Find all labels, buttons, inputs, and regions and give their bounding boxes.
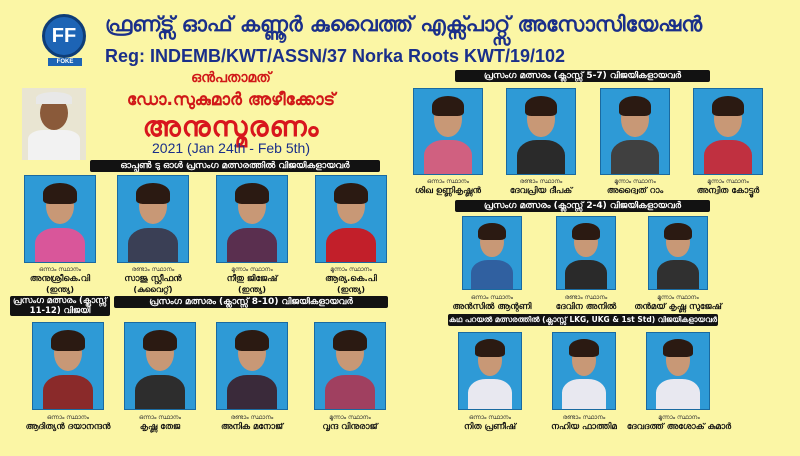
winner-rank: ഒന്നാം സ്ഥാനം [470,294,513,301]
winner-name: വൃന്ദ വിനുരാജ് [322,422,378,432]
winner-name: ആര്യ.കെ.പി [325,274,377,284]
logo-subtitle: FOKE [48,58,82,66]
section-title-class-11-12: പ്രസംഗ മത്സരം (ക്ലാസ്സ് 11-12) വിജയി [10,296,110,316]
winner-photo [124,322,196,410]
winner-name: കൃഷ്ണ തേജ [139,422,181,432]
winner-name: നിത പ്രണീഷ് [464,422,516,432]
winner-rank: ഒന്നാം സ്ഥാനം [426,178,469,185]
winner-name: അനുശ്രീകെ.വി [29,274,91,284]
section-title-class-8-10: പ്രസംഗ മത്സരം (ക്ലാസ്സ് 8-10) വിജയികളായവർ [114,296,388,308]
winner-country: (ഇന്ത്യ) [337,285,365,294]
winner-rank: രണ്ടാം സ്ഥാനം [230,414,274,421]
winner-rank: രണ്ടാം സ്ഥാനം [564,294,608,301]
winner-rank: മൂന്നാം സ്ഥാനം [707,178,749,185]
winner-name: ദേവദത്ത് അശോക് കുമാർ [626,422,732,432]
winner-photo [314,322,386,410]
winner-name: അദ്വൈത് റാം [606,186,664,196]
org-logo [42,14,86,58]
winner-rank: രണ്ടാം സ്ഥാനം [562,414,606,421]
winner-photo [462,216,522,290]
winner-name: ദേവിന അനിൽ [555,302,617,312]
winner-rank: മൂന്നാം സ്ഥാനം [330,266,372,273]
event-edition: ഒൻപതാമത് [191,70,271,86]
winner-country: (ഇന്ത്യ) [46,285,74,294]
winner-rank: ഒന്നാം സ്ഥാനം [38,266,81,273]
section-title-story-telling: കഥ പറയൽ മത്സരത്തിൽ (ക്ലാസ്സ് LKG, UKG & 1st Std) വിജയികളായവർ [448,315,718,324]
winner-photo [413,88,483,175]
winner-rank: മൂന്നാം സ്ഥാനം [231,266,273,273]
winner-name: അൻസിൽ ആന്റണി [452,302,532,312]
winner-photo [693,88,763,175]
winner-name: ആദിത്യൻ ദയാനന്ദൻ [25,422,111,432]
winner-photo [216,322,288,410]
winner-country: (ഇന്ത്യ) [238,285,266,294]
winner-rank: രണ്ടാം സ്ഥാനം [519,178,563,185]
winner-photo [315,175,387,263]
winner-rank: മൂന്നാം സ്ഥാനം [329,414,371,421]
winner-name: അനിക മനോജ് [220,422,283,432]
winner-photo [117,175,189,263]
winner-rank: മൂന്നാം സ്ഥാനം [614,178,656,185]
event-person: ഡോ.സുകുമാർ അഴീക്കോട് [126,90,336,110]
winner-photo [216,175,288,263]
winner-name: നീതു ജിജേഷ് [226,274,278,284]
org-name: ഫ്രണ്ട്സ് ഓഫ് കണ്ണൂർ കുവൈത്ത് എക്സ്പാറ്റ്സ് അസോസിയേഷൻ [105,12,703,36]
section-title-class-5-7: പ്രസംഗ മത്സരം (ക്ലാസ്സ് 5-7) വിജയികളായവർ [455,70,710,82]
event-title: അനുസ്മരണം [142,110,320,143]
winner-rank: മൂന്നാം സ്ഥാനം [657,294,699,301]
logo-text: FF [51,24,77,47]
winner-photo [648,216,708,290]
winner-photo [32,322,104,410]
section-title-class-2-4: പ്രസംഗ മത്സരം (ക്ലാസ്സ് 2-4) വിജയികളായവർ [455,200,710,212]
winner-country: (കുവൈറ്റ്) [133,285,173,294]
section-title-open: ഓപ്പൺ ടു ഓൾ പ്രസംഗ മത്സരത്തിൽ വിജയികളായവർ [90,160,380,172]
winner-name: അന്വിത കോട്ടൂർ [696,186,760,196]
winner-name: നഹിയ ഫാത്തിമ [551,422,617,432]
winner-rank: മൂന്നാം സ്ഥാനം [658,414,700,421]
winner-rank: ഒന്നാം സ്ഥാനം [468,414,511,421]
registration-number: Reg: INDEMB/KWT/ASSN/37 Norka Roots KWT/19/102 [105,46,566,66]
winner-name: ശിഖ ഉണ്ണികൃഷ്ണൻ [415,186,481,196]
winner-photo [552,332,616,410]
memorial-portrait [22,88,86,160]
winner-rank: രണ്ടാം സ്ഥാനം [131,266,175,273]
winner-rank: ഒന്നാം സ്ഥാനം [138,414,181,421]
winner-rank: ഒന്നാം സ്ഥാനം [46,414,89,421]
winner-name: സാജു സ്റ്റീഫൻ [124,274,182,284]
winner-photo [556,216,616,290]
winner-photo [24,175,96,263]
winner-photo [646,332,710,410]
winner-photo [506,88,576,175]
winner-photo [458,332,522,410]
event-dates: 2021 (Jan 24th - Feb 5th) [152,140,310,156]
winner-name: തൻമയ് കൃഷ്ണ സുജേഷ് [634,302,722,312]
winner-photo [600,88,670,175]
winner-name: ദേവപ്രിയ ദീപക് [509,186,573,196]
